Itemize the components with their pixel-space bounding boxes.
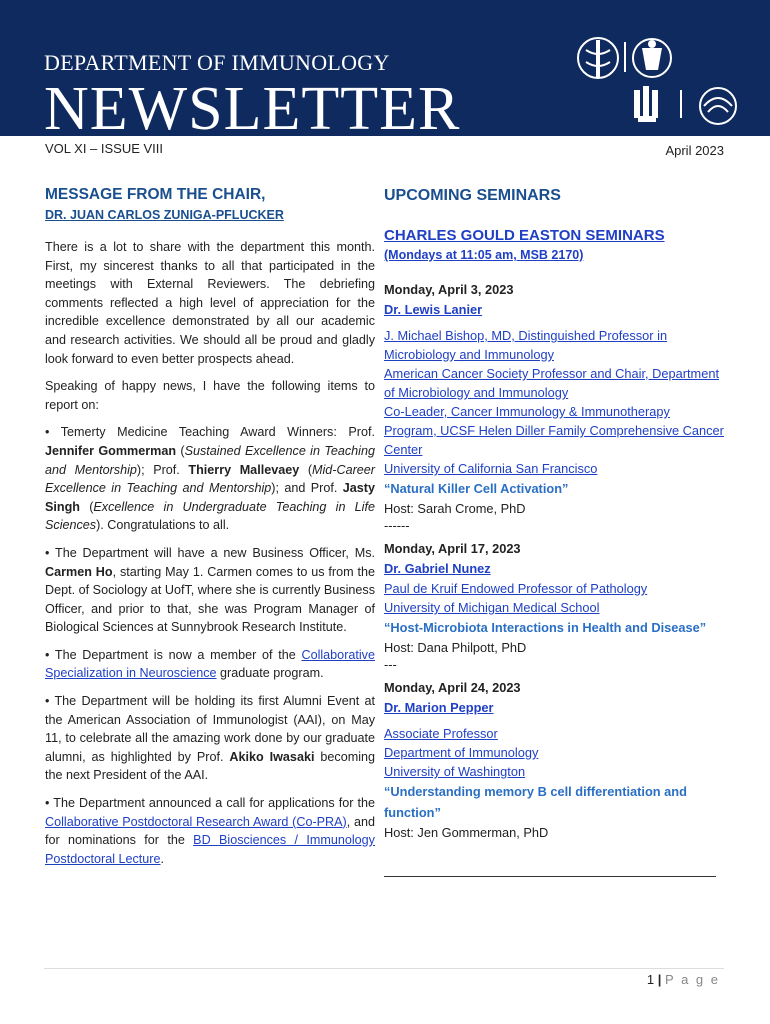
talk-title: “Understanding memory B cell differentiation and function” bbox=[384, 784, 687, 820]
footer-divider bbox=[44, 968, 724, 969]
separator: --- bbox=[384, 657, 397, 672]
affiliation-link[interactable]: J. Michael Bishop, MD, Distinguished Professor in Microbiology and Immunology bbox=[384, 328, 668, 362]
business-officer-name: Carmen Ho bbox=[45, 564, 113, 579]
page-label: P a g e bbox=[665, 972, 720, 987]
chair-message-column bbox=[45, 185, 375, 877]
affiliation-link[interactable]: Paul de Kruif Endowed Professor of Pathology bbox=[384, 581, 648, 596]
newsletter-title: NEWSLETTER bbox=[44, 75, 461, 136]
speaker-link[interactable]: Dr. Lewis Lanier bbox=[384, 302, 483, 317]
talk-title: “Host-Microbiota Interactions in Health and Disease” bbox=[384, 620, 707, 635]
speaker-link[interactable]: Dr. Gabriel Nunez bbox=[384, 561, 491, 576]
separator: ------ bbox=[384, 518, 410, 533]
bullet-postdoc-award: • The Department announced a call for applications for the Collaborative Postdoctoral Research Award (Co-PRA), and for nominations for the BD Biosciences / Immunology Postdoctoral Lecture. bbox=[45, 796, 376, 866]
seminars-end-rule bbox=[384, 876, 716, 877]
department-name: DEPARTMENT OF IMMUNOLOGY bbox=[44, 50, 390, 75]
bullet-business-officer: • The Department will have a new Business Officer, Ms. Carmen Ho, starting May 1. Carmen comes to us from the Dept. of Sociology at UofT, where she is currently Business Officer, and prior to that, she was Program Manager of Biological Sciences at Sunnybrook Research Institute. bbox=[45, 545, 376, 635]
chair-paragraph-1: There is a lot to share with the department this month. First, my sincerest thanks to all that participated in the meetings with External Reviewers. The debriefing comments reflected a high level of appreciation for the incredible excellence demonstrated by all our academic and research activities. We should all be proud and gladly look forward to even better prospects ahead. bbox=[45, 240, 375, 366]
hands-emblem-icon bbox=[634, 86, 658, 122]
aai-president-name: Akiko Iwasaki bbox=[229, 749, 315, 764]
volume-issue: VOL XI – ISSUE VIII bbox=[45, 141, 164, 156]
page-number: 1 bbox=[646, 972, 655, 987]
seminar-host: Host: Jen Gommerman, PhD bbox=[384, 825, 549, 840]
copra-link[interactable]: Collaborative Postdoctoral Research Award (Co-PRA) bbox=[45, 814, 347, 829]
seminar-host: Host: Dana Philpott, PhD bbox=[384, 640, 527, 655]
seminars-heading: UPCOMING SEMINARS bbox=[384, 187, 561, 204]
seminar-host: Host: Sarah Crome, PhD bbox=[384, 501, 526, 516]
seminar-schedule: (Mondays at 11:05 am, MSB 2170) bbox=[384, 248, 584, 262]
award-winner-name: Thierry Mallevaey bbox=[188, 462, 300, 477]
chair-name: DR. JUAN CARLOS ZUNIGA-PFLUCKER bbox=[45, 208, 284, 222]
page-footer: 1 | P a g e bbox=[646, 972, 720, 987]
affiliation-link[interactable]: University of Washington bbox=[384, 764, 526, 779]
caduceus-emblem-icon bbox=[578, 38, 618, 78]
award-winner-name: Jennifer Gommerman bbox=[45, 443, 177, 458]
bullet-neuroscience: • The Department is now a member of the Collaborative Specialization in Neuroscience graduate program. bbox=[45, 647, 375, 681]
chair-paragraph-2: Speaking of happy news, I have the following items to report on: bbox=[45, 379, 375, 412]
wing-emblem-icon bbox=[700, 88, 736, 124]
seminars-column bbox=[384, 186, 724, 843]
seminar-entry bbox=[384, 678, 724, 843]
affiliation-link[interactable]: Associate Professor bbox=[384, 726, 498, 741]
affiliation-link[interactable]: Co-Leader, Cancer Immunology & Immunotherapy Program, UCSF Helen Diller Family Comprehensive Cancer Center bbox=[384, 404, 724, 457]
seminar-entry bbox=[384, 280, 724, 533]
bd-lecture-link[interactable]: BD Biosciences / Immunology Postdoctoral Lecture bbox=[45, 833, 375, 866]
seminar-series-link[interactable]: CHARLES GOULD EASTON SEMINARS bbox=[384, 227, 665, 244]
newsletter-banner bbox=[0, 0, 770, 136]
award-winner-name: Jasty Singh bbox=[45, 481, 375, 514]
talk-title: “Natural Killer Cell Activation” bbox=[384, 481, 569, 496]
chair-message-heading: MESSAGE FROM THE CHAIR, bbox=[45, 186, 266, 203]
crest-emblem-icon bbox=[633, 39, 671, 77]
department-logos bbox=[572, 30, 752, 130]
neuroscience-link[interactable]: Collaborative Specialization in Neuroscience bbox=[45, 647, 375, 681]
seminar-date: Monday, April 17, 2023 bbox=[384, 541, 521, 556]
seminar-date: Monday, April 3, 2023 bbox=[384, 282, 514, 297]
affiliation-link[interactable]: University of California San Francisco bbox=[384, 461, 598, 476]
bullet-teaching-awards: • Temerty Medicine Teaching Award Winners: Prof. Jennifer Gommerman (Sustained Excellence in Teaching and Mentorship); Prof. Thierry Mallevaey (Mid-Career Excellence in Teaching and Mentorship); and Prof. Jasty Singh (Excellence in Undergraduate Teaching in Life Sciences). Congratulations to all. bbox=[45, 425, 375, 533]
seminar-date: Monday, April 24, 2023 bbox=[384, 680, 521, 695]
affiliation-link[interactable]: University of Michigan Medical School bbox=[384, 600, 600, 615]
affiliation-link[interactable]: American Cancer Society Professor and Chair, Department of Microbiology and Immunology bbox=[384, 366, 719, 400]
seminar-entry bbox=[384, 539, 724, 672]
speaker-link[interactable]: Dr. Marion Pepper bbox=[384, 700, 494, 715]
affiliation-link[interactable]: Department of Immunology bbox=[384, 745, 539, 760]
bullet-alumni-event: • The Department will be holding its first Alumni Event at the American Association of Immunologist (AAI), on May 11, to celebrate all the amazing work done by our graduate alumni, as highlighted by Prof. Akiko Iwasaki becoming the next President of the AAI. bbox=[45, 694, 375, 783]
issue-date: April 2023 bbox=[665, 143, 724, 158]
